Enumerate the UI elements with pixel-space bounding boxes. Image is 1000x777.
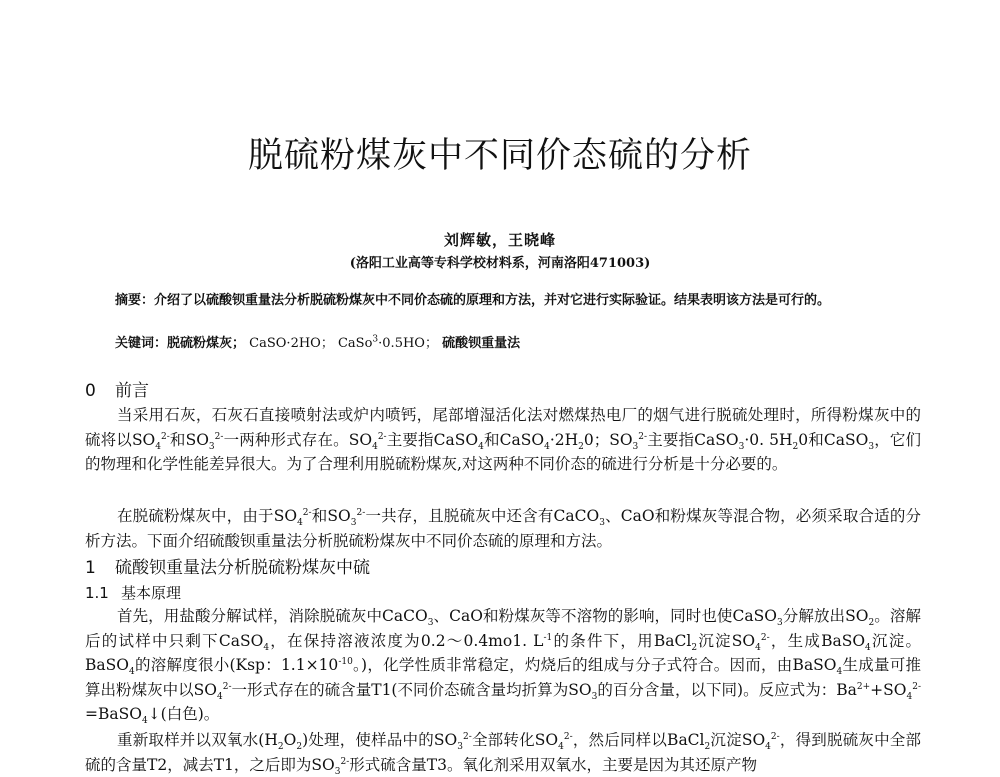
section-number: 0 [85,381,96,401]
keyword-2: CaSO·2HO； [249,336,334,351]
abstract-label: 摘要： [115,293,155,308]
subsection-title: 基本原理 [121,584,182,602]
keyword-3: CaSo$^3$·0.5HO； [337,334,438,351]
keywords-label: 关键词： [115,336,168,351]
section-title: 硫酸钡重量法分析脱硫粉煤灰中硫 [115,558,370,578]
section-number: 1 [85,558,96,578]
paper-authors: 刘辉敏，王晓峰 [443,231,556,249]
section-title: 前言 [115,381,149,401]
paragraph-intro-1: 当采用石灰，石灰石直接喷射法或炉内喷钙，尾部增湿活化法对燃煤热电厂的烟气进行脱硫处理时，所得粉煤灰中的硫将以$SO_4^{2-}$和$SO_3^{2-}$一两种形式存在。$SO_4^{2-}$主要指CaSO$_4$和$CaSO_4\cdot 2H_20$；$SO_3^{2-}$主要指CaSO$_3$·0. $5H_20$和CaSO$_3$，它们的物理和化学性能差异很大。为了合理利用脱硫粉煤灰,对这两种不同价态的硫进行分析是十分必要的。 [85,406,921,473]
subsection-number: 1.1 [85,584,109,602]
paper-title: 脱硫粉煤灰中不同价态硫的分析 [247,136,752,176]
subsection-heading-1-1 [85,583,181,603]
keyword-1: 脱硫粉煤灰； [167,336,246,351]
abstract [115,290,923,312]
keyword-4: 硫酸钡重量法 [442,336,521,351]
paper-affiliation: (洛阳工业高等专科学校材料系，河南洛阳471003) [349,256,651,271]
paragraph-principle-1: 首先，用盐酸分解试样，消除脱硫灰中CaCO$_3$、CaO和粉煤灰等不溶物的影响，同时也使CaSO$_3$分解放出$SO_2$。溶解后的试样中只剩下CaSO$_4$，在保持溶液浓度为0.2～0.4mo1. $L^{-1}$的条件下，用BaCl$_2$沉淀$SO_4^{2-}$，生成BaSO$_4$沉淀。BaSO$_4$的溶解度很小(Ksp：$1.1\times 10^{-10}$。)，化学性质非常稳定，灼烧后的组成与分子式符合。因而，由BaSO$_4$生成量可推算出粉煤灰中以$SO_4^{2-}$一形式存在的硫含量T1(不同价态硫含量均折算为$SO_3$的百分含量，以下同)。反应式为：$Ba^{2+}+SO_4^{2-}=BaSO_4↓$(白色)。 [85,607,921,727]
paragraph-principle-2: 重新取样并以双氧水$(H_2O_2)$处理，使样品中的$SO_3^{2-}$全部转化$SO_4^{2-}$，然后同样以BaCl$_2$沉淀$SO_4^{2-}$，得到脱硫灰中全部硫的含量T2，减去T1，之后即为$SO_3^{2-}$形式硫含量T3。氧化剂采用双氧水，主要是因为其还原产物 [85,731,921,777]
paragraph-intro-2: 在脱硫粉煤灰中，由于$SO_4^{2-}$和$SO_3^{2-}$一共存，且脱硫灰中还含有CaCO$_3$、CaO和粉煤灰等混合物，必须采取合适的分析方法。下面介绍硫酸钡重量法分析脱硫粉煤灰中不同价态硫的原理和方法。 [85,507,922,550]
section-heading-0 [85,380,149,402]
section-heading-1 [85,557,370,579]
keywords [115,334,923,354]
abstract-text: 介绍了以硫酸钡重量法分析脱硫粉煤灰中不同价态硫的原理和方法，并对它进行实际验证。结果表明该方法是可行的。 [154,293,831,308]
